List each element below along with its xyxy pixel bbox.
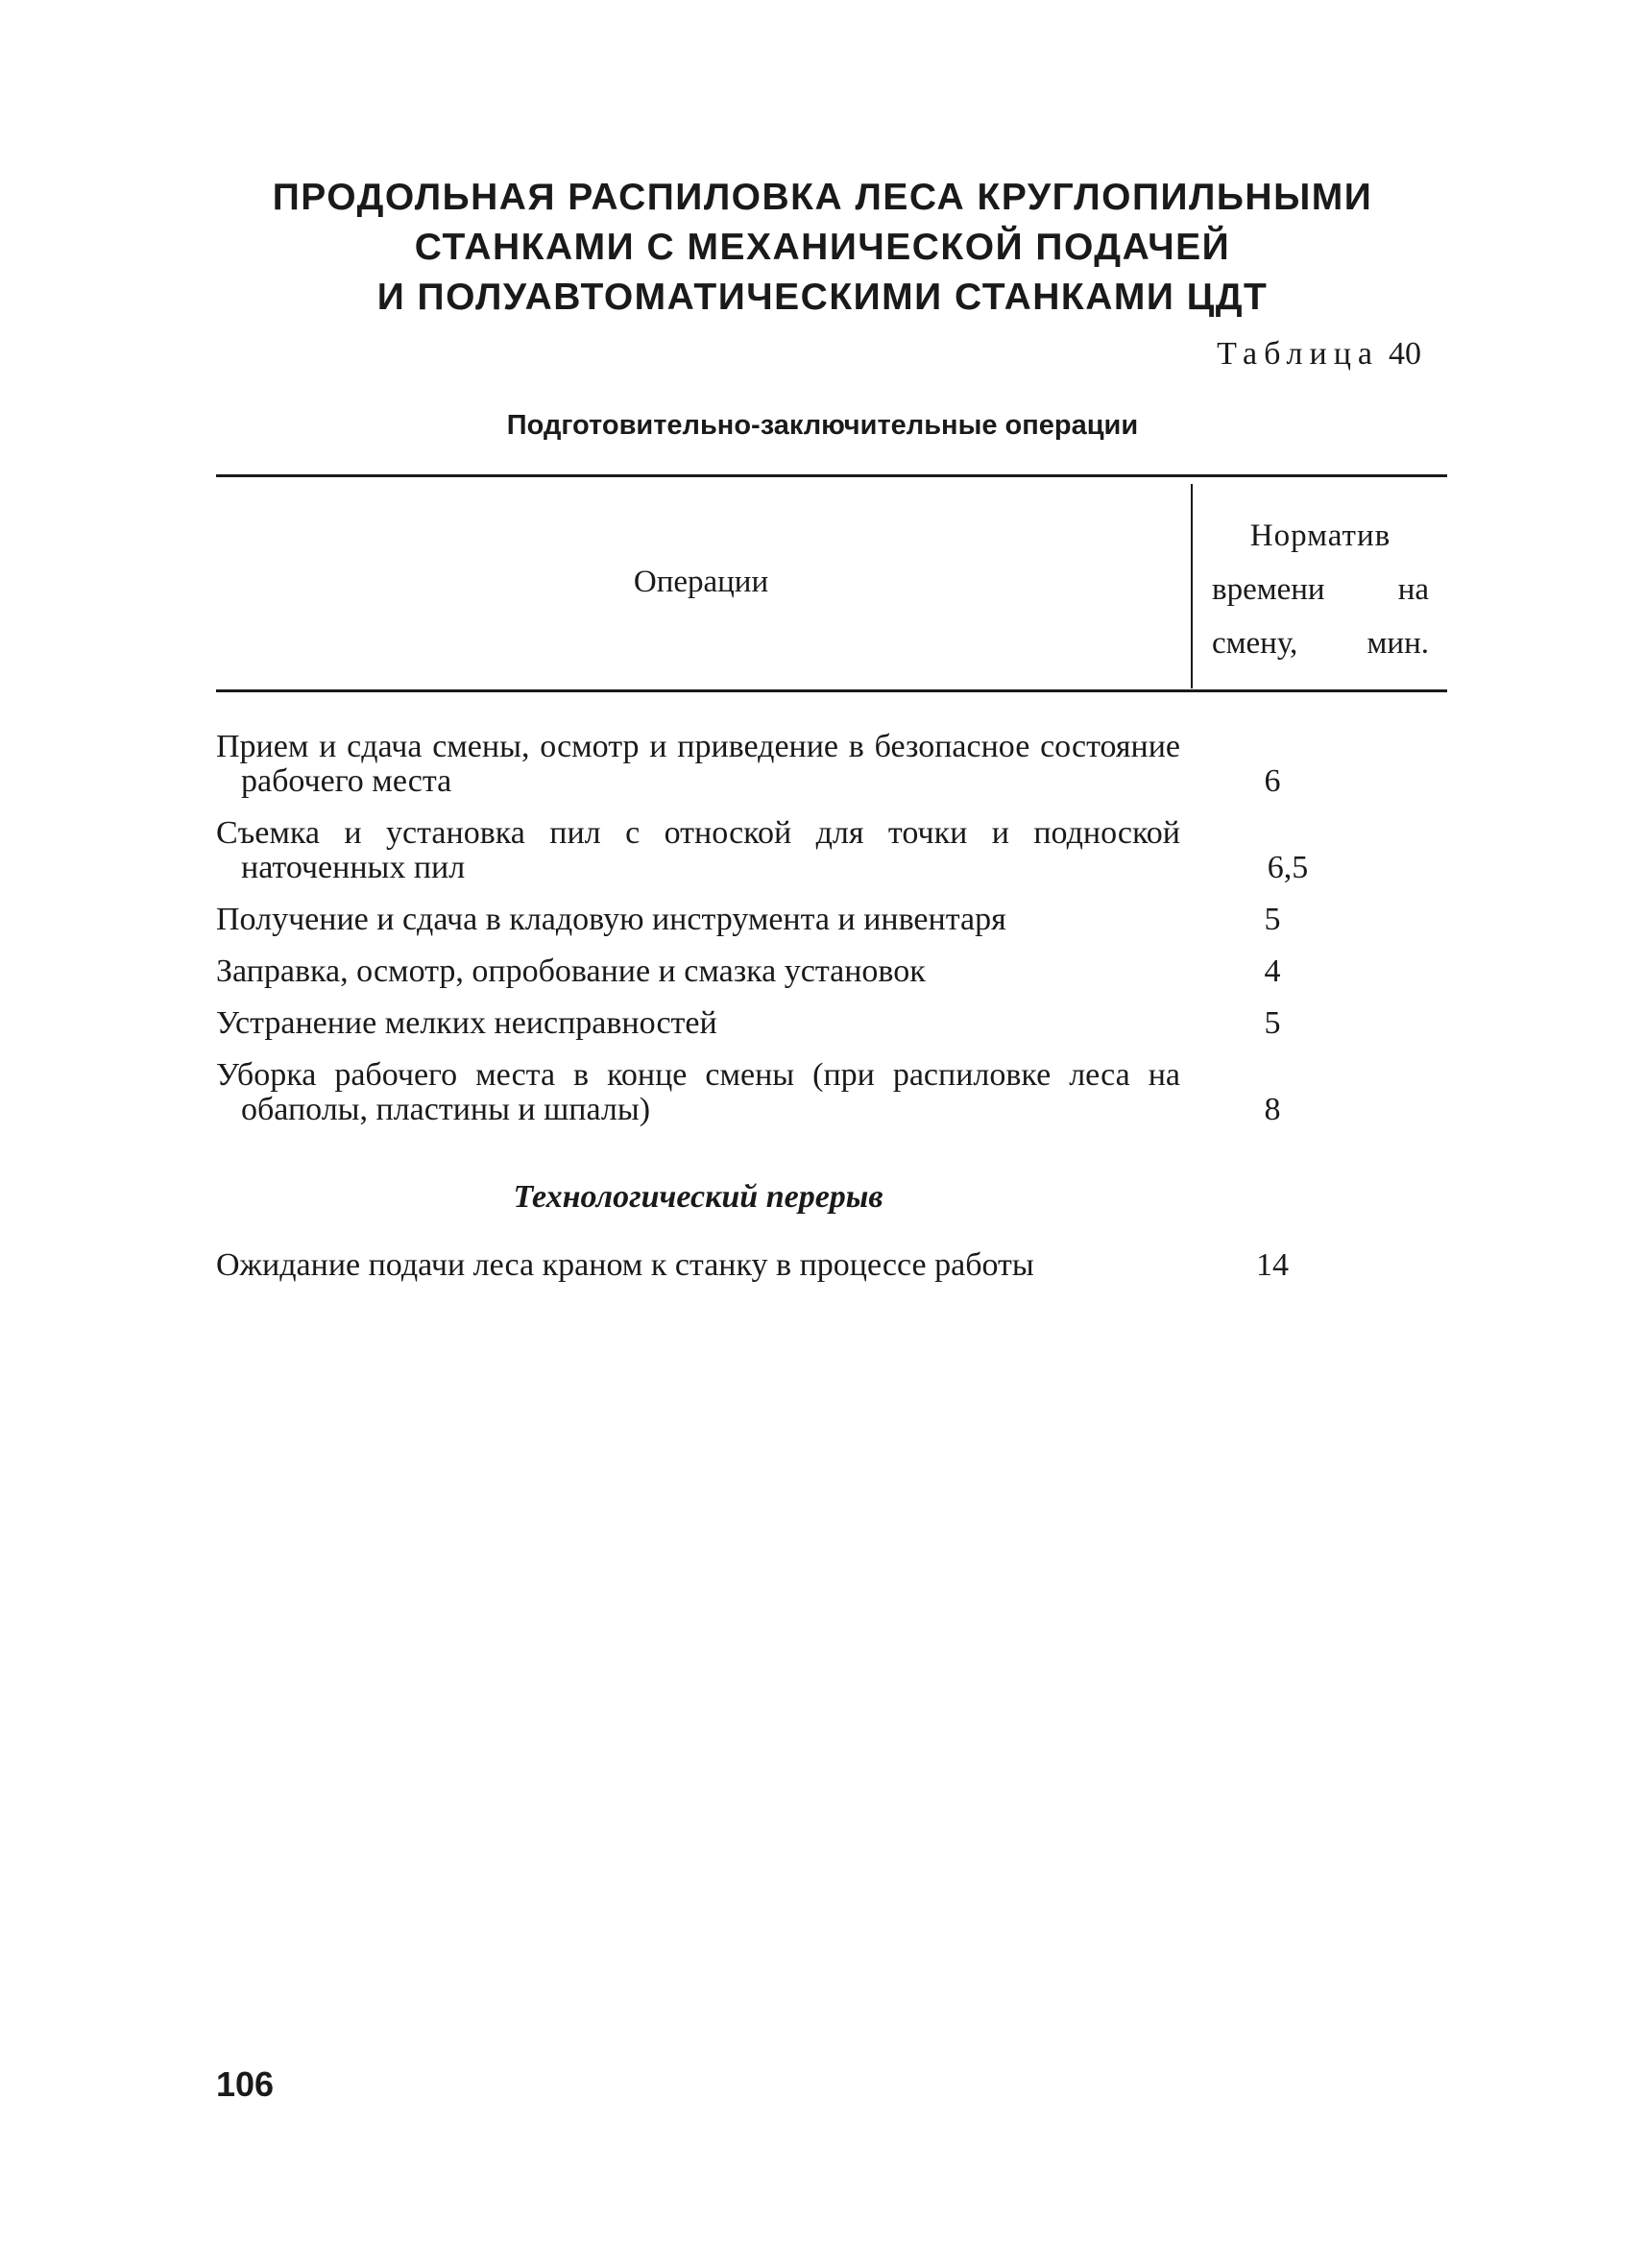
row-operation: Уборка рабочего места в конце смены (при распиловке леса на обаполы, пластины и шпалы) [216, 1057, 1180, 1127]
table-row [216, 816, 1447, 885]
row-value: 5 [1264, 1005, 1281, 1041]
row-value: 6,5 [1267, 850, 1309, 885]
row-value: 4 [1264, 953, 1281, 989]
header-column-divider [1191, 484, 1193, 688]
header-norm [1212, 509, 1429, 670]
row-operation: Устранение мелких неисправностей [216, 1005, 717, 1041]
header-bottom-rule [216, 689, 1447, 692]
table-top-rule [216, 474, 1447, 477]
header-norm-line-3: смену, мин. [1212, 626, 1429, 661]
row-operation: Получение и сдача в кладовую инструмента и инвентаря [216, 902, 1006, 937]
table-row [216, 954, 1447, 989]
table-number [1114, 336, 1421, 373]
table-row [216, 1006, 1447, 1041]
row-operation: Съемка и установка пил с отноской для точки и подноской наточенных пил [216, 815, 1180, 885]
row-value: 8 [1264, 1092, 1281, 1127]
title-line-3: И ПОЛУАВТОМАТИЧЕСКИМИ СТАНКАМИ ЦДТ [376, 277, 1269, 318]
header-operations: Операции [633, 565, 769, 599]
header-norm-line-2: времени на [1212, 572, 1429, 607]
table-row [216, 903, 1447, 937]
page-number: 106 [216, 2064, 275, 2104]
section-title: Технологический перерыв [513, 1179, 883, 1215]
table-row [216, 1058, 1447, 1127]
table-row [216, 1248, 1447, 1283]
row-operation: Заправка, осмотр, опробование и смазка установок [216, 953, 926, 989]
table-row [216, 730, 1447, 799]
table-caption: Подготовительно-заключительные операции [506, 410, 1139, 441]
title-line-2: СТАНКАМИ С МЕХАНИЧЕСКОЙ ПОДАЧЕЙ [414, 227, 1231, 268]
table-body [216, 730, 1447, 1145]
table-label: Таблица [1217, 336, 1379, 372]
title-line-1: ПРОДОЛЬНАЯ РАСПИЛОВКА ЛЕСА КРУГЛОПИЛЬНЫМИ [272, 177, 1373, 218]
page-title [0, 173, 1645, 323]
header-norm-line-1: Норматив [1249, 519, 1391, 553]
row-value: 6 [1264, 763, 1281, 799]
row-value: 5 [1264, 902, 1281, 937]
row-value: 14 [1256, 1247, 1289, 1283]
table-number-value: 40 [1389, 336, 1421, 372]
row-operation: Ожидание подачи леса краном к станку в процессе работы [216, 1247, 1034, 1283]
row-operation: Прием и сдача смены, осмотр и приведение в безопасное состояние рабочего места [216, 729, 1180, 799]
